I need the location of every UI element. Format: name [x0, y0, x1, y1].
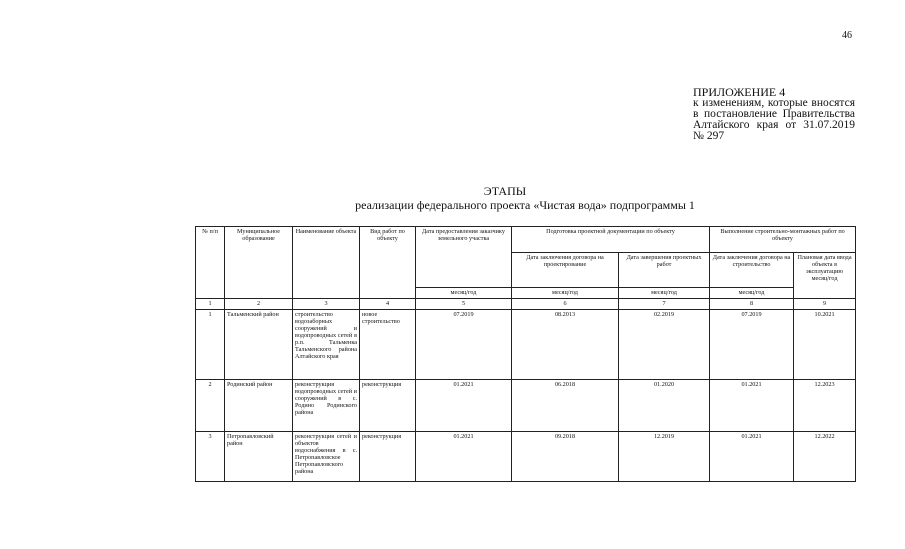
page-number: 46: [842, 30, 852, 41]
header-municipality: Муниципальное образование: [225, 227, 293, 299]
header-land-date: Дата предоставления заказчику земельного участка: [416, 227, 512, 288]
row-object: строительство водозаборных сооружений и водопроводных сетей в р.п. Тальменка Тальменского района Алтайского края: [293, 310, 360, 380]
header-commissioning-label: Плановая дата ввода объекта в эксплуатацию: [797, 254, 852, 275]
row-design-contract: 06.2018: [512, 380, 619, 432]
document-subtitle: реализации федерального проекта «Чистая вода» подпрограммы 1: [355, 198, 695, 212]
row-design-end: 01.2020: [619, 380, 710, 432]
header-design-contract: Дата заключения договора на проектирование: [512, 253, 619, 288]
document-title: ЭТАПЫ: [483, 184, 527, 198]
column-number: 7: [619, 299, 710, 310]
row-design-end: 12.2019: [619, 432, 710, 482]
header-num: № п/п: [196, 227, 225, 299]
column-number: 1: [196, 299, 225, 310]
column-number: 8: [710, 299, 794, 310]
header-design-group: Подготовка проектной документации по объекту: [512, 227, 710, 253]
row-object: реконструкция водопроводных сетей и сооружений в с. Родино Родинского района: [293, 380, 360, 432]
column-number: 6: [512, 299, 619, 310]
row-commissioning: 10.2021: [794, 310, 856, 380]
column-number: 3: [293, 299, 360, 310]
row-commissioning: 12.2023: [794, 380, 856, 432]
row-work-type: новое строительство: [360, 310, 416, 380]
row-design-end: 02.2019: [619, 310, 710, 380]
column-number: 9: [794, 299, 856, 310]
row-land-date: 01.2021: [416, 432, 512, 482]
row-num: 1: [196, 310, 225, 380]
table-row: [196, 380, 856, 432]
table-row: [196, 310, 856, 380]
table-row: [196, 432, 856, 482]
unit-label: месяц/год: [811, 275, 838, 282]
header-construction-contract: Дата заключения договора на строительство: [710, 253, 794, 288]
row-num: 2: [196, 380, 225, 432]
row-land-date: 01.2021: [416, 380, 512, 432]
header-work-type: Вид работ по объекту: [360, 227, 416, 299]
row-construction-contract: 01.2021: [710, 432, 794, 482]
row-num: 3: [196, 432, 225, 482]
row-design-contract: 08.2013: [512, 310, 619, 380]
row-work-type: реконструкция: [360, 380, 416, 432]
row-design-contract: 09.2018: [512, 432, 619, 482]
header-object-name: Наименование объекта: [293, 227, 360, 299]
header-commissioning: [794, 253, 856, 299]
unit-label: месяц/год: [512, 288, 619, 299]
column-number: 2: [225, 299, 293, 310]
row-construction-contract: 01.2021: [710, 380, 794, 432]
row-municipality: Тальменский район: [225, 310, 293, 380]
row-commissioning: 12.2022: [794, 432, 856, 482]
appendix-heading: ПРИЛОЖЕНИЕ 4: [693, 85, 786, 99]
stages-table: [195, 226, 856, 482]
column-numbers-row: [196, 299, 856, 310]
header-design-end: Дата завершения проектных работ: [619, 253, 710, 288]
appendix-block: [693, 87, 855, 142]
row-object: реконструкция сетей и объектов водоснабжения в с. Петропавловское Петропавловского района: [293, 432, 360, 482]
row-municipality: Петропавловский район: [225, 432, 293, 482]
unit-label: месяц/год: [710, 288, 794, 299]
row-work-type: реконструкция: [360, 432, 416, 482]
row-municipality: Родинский район: [225, 380, 293, 432]
column-number: 5: [416, 299, 512, 310]
unit-label: месяц/год: [619, 288, 710, 299]
row-land-date: 07.2019: [416, 310, 512, 380]
header-construction-group: Выполнение строительно-монтажных работ по объекту: [710, 227, 856, 253]
unit-label: месяц/год: [416, 288, 512, 299]
row-construction-contract: 07.2019: [710, 310, 794, 380]
appendix-text: к изменениям, которые вносятся в постановление Правительства Алтайского края от 31.07.2019 № 297: [693, 97, 855, 142]
column-number: 4: [360, 299, 416, 310]
